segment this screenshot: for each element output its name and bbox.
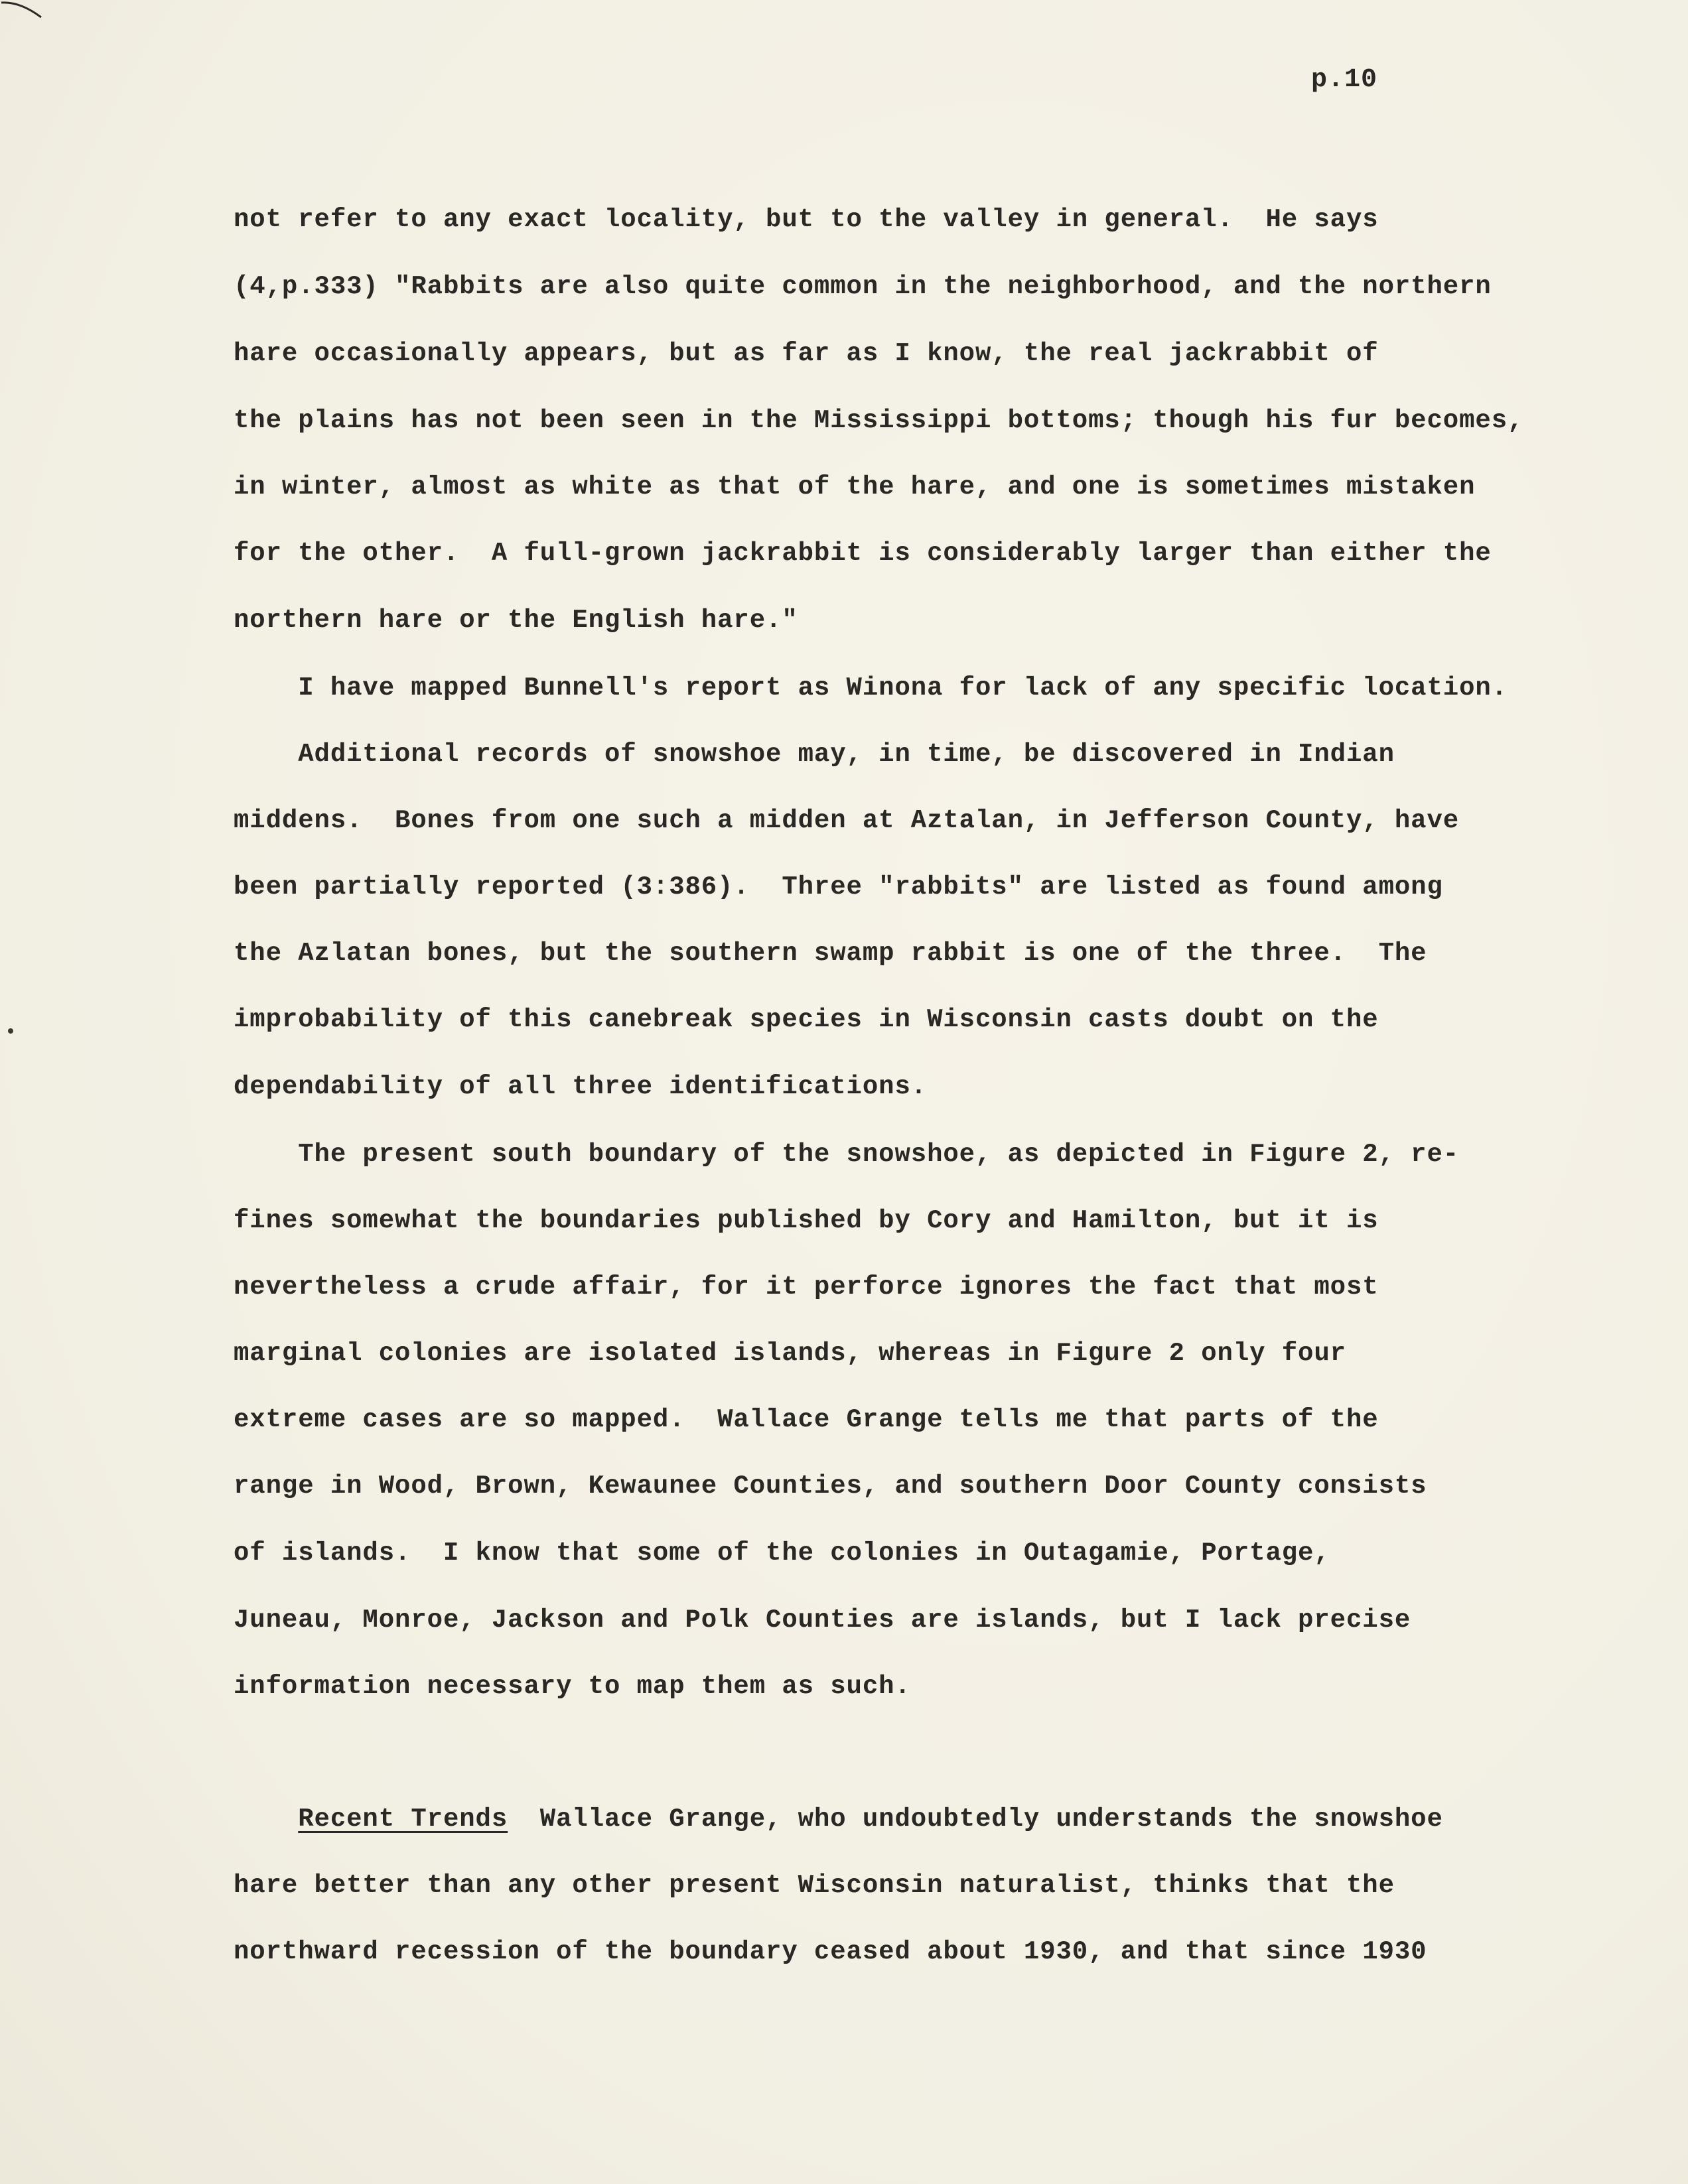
page-number: p.10 (1311, 65, 1378, 95)
text-line: information necessary to map them as such. (234, 1672, 911, 1701)
text-line: Juneau, Monroe, Jackson and Polk Counties are islands, but I lack precise (234, 1605, 1411, 1635)
text-line: not refer to any exact locality, but to the valley in general. He says (234, 205, 1379, 234)
text-line: hare occasionally appears, but as far as I know, the real jackrabbit of (234, 339, 1379, 368)
text-line: northward recession of the boundary ceased about 1930, and that since 1930 (234, 1937, 1427, 1966)
margin-dot (8, 1028, 13, 1034)
text-line: (4,p.333) "Rabbits are also quite common in the neighborhood, and the northern (234, 272, 1492, 301)
text-line: the plains has not been seen in the Mississippi bottoms; though his fur becomes, (234, 406, 1524, 435)
section-heading: Recent Trends (298, 1805, 508, 1834)
text-line: nevertheless a crude affair, for it perforce ignores the fact that most (234, 1272, 1379, 1302)
text-line: marginal colonies are isolated islands, whereas in Figure 2 only four (234, 1339, 1346, 1368)
text-line: the Azlatan bones, but the southern swamp rabbit is one of the three. The (234, 939, 1427, 968)
text-line: of islands. I know that some of the colonies in Outagamie, Portage, (234, 1538, 1330, 1568)
text-line: improbability of this canebreak species in Wisconsin casts doubt on the (234, 1005, 1379, 1034)
text-line: range in Wood, Brown, Kewaunee Counties, and southern Door County consists (234, 1471, 1427, 1501)
corner-pencil-mark (0, 0, 46, 27)
section-heading-rest: Wallace Grange, who undoubtedly understands the snowshoe (508, 1805, 1443, 1834)
text-line: I have mapped Bunnell's report as Winona for lack of any specific location. (234, 673, 1508, 703)
text-line: in winter, almost as white as that of the hare, and one is sometimes mistaken (234, 472, 1476, 502)
text-line: dependability of all three identifications. (234, 1072, 928, 1101)
text-line: middens. Bones from one such a midden at Aztalan, in Jefferson County, have (234, 806, 1460, 835)
text-line: been partially reported (3:386). Three "rabbits" are listed as found among (234, 872, 1443, 902)
text-line: for the other. A full-grown jackrabbit is considerably larger than either the (234, 539, 1492, 568)
text-line: northern hare or the English hare." (234, 606, 798, 635)
section-first-line (234, 1807, 1443, 1832)
text-line: fines somewhat the boundaries published by Cory and Hamilton, but it is (234, 1206, 1379, 1235)
text-line: The present south boundary of the snowshoe, as depicted in Figure 2, re- (234, 1140, 1460, 1169)
text-line: hare better than any other present Wisconsin naturalist, thinks that the (234, 1871, 1395, 1900)
text-line: extreme cases are so mapped. Wallace Grange tells me that parts of the (234, 1405, 1379, 1434)
text-line: Additional records of snowshoe may, in time, be discovered in Indian (234, 740, 1395, 769)
